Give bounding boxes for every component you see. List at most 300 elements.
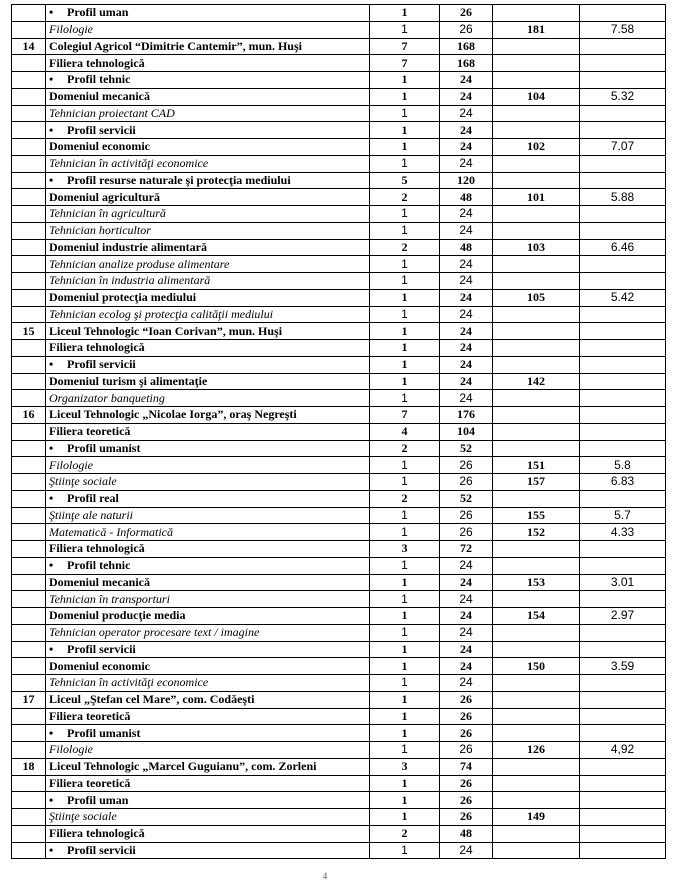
table-row — [12, 139, 666, 156]
students-count-cell: 24 — [440, 574, 493, 591]
admission-average-cell — [580, 172, 666, 189]
students-count-cell: 26 — [440, 524, 493, 541]
students-count-cell: 24 — [440, 306, 493, 323]
row-number-cell: 14 — [12, 38, 46, 55]
name-cell: Tehnician în industria alimentară — [46, 273, 370, 290]
row-number-cell — [12, 122, 46, 139]
students-count-cell: 26 — [440, 5, 493, 22]
school-row — [12, 407, 666, 424]
name-cell: Filologie — [46, 457, 370, 474]
row-number-cell: 18 — [12, 758, 46, 775]
admission-average-cell — [580, 423, 666, 440]
table-body — [12, 5, 666, 859]
name-cell: • Profil servicii — [46, 122, 370, 139]
table-row — [12, 239, 666, 256]
name-cell: Tehnician în activităţi economice — [46, 675, 370, 692]
name-cell: Domeniul mecanică — [46, 574, 370, 591]
classes-count-cell: 1 — [370, 139, 440, 156]
classes-count-cell: 1 — [370, 273, 440, 290]
code-cell — [493, 105, 580, 122]
row-number-cell: 15 — [12, 323, 46, 340]
name-cell: Tehnician proiectant CAD — [46, 105, 370, 122]
students-count-cell: 168 — [440, 55, 493, 72]
classes-count-cell: 1 — [370, 105, 440, 122]
students-count-cell: 26 — [440, 775, 493, 792]
classes-count-cell: 7 — [370, 38, 440, 55]
code-cell: 126 — [493, 742, 580, 759]
students-count-cell: 24 — [440, 624, 493, 641]
name-cell: Filologie — [46, 742, 370, 759]
classes-count-cell: 1 — [370, 323, 440, 340]
table-row — [12, 474, 666, 491]
admission-average-cell: 5.88 — [580, 189, 666, 206]
code-cell — [493, 708, 580, 725]
code-cell: 105 — [493, 289, 580, 306]
admission-average-cell — [580, 440, 666, 457]
classes-count-cell: 1 — [370, 122, 440, 139]
admission-average-cell — [580, 55, 666, 72]
row-number-cell: 17 — [12, 691, 46, 708]
row-number-cell — [12, 809, 46, 826]
row-number-cell — [12, 88, 46, 105]
name-cell: Domeniul economic — [46, 139, 370, 156]
classes-count-cell: 1 — [370, 306, 440, 323]
name-cell: Filiera tehnologică — [46, 825, 370, 842]
table-row — [12, 5, 666, 22]
table-row — [12, 524, 666, 541]
admission-average-cell — [580, 407, 666, 424]
admission-average-cell — [580, 825, 666, 842]
table-row — [12, 809, 666, 826]
code-cell — [493, 340, 580, 357]
row-number-cell — [12, 557, 46, 574]
name-cell: Domeniul turism şi alimentaţie — [46, 373, 370, 390]
classes-count-cell: 4 — [370, 423, 440, 440]
code-cell — [493, 256, 580, 273]
students-count-cell: 24 — [440, 390, 493, 407]
students-count-cell: 24 — [440, 222, 493, 239]
code-cell: 142 — [493, 373, 580, 390]
admission-average-cell — [580, 5, 666, 22]
classes-count-cell: 1 — [370, 5, 440, 22]
code-cell — [493, 490, 580, 507]
name-cell: Domeniul mecanică — [46, 88, 370, 105]
classes-count-cell: 1 — [370, 373, 440, 390]
students-count-cell: 168 — [440, 38, 493, 55]
name-cell: • Profil umanist — [46, 725, 370, 742]
table-row — [12, 88, 666, 105]
admission-average-cell: 2.97 — [580, 608, 666, 625]
row-number-cell — [12, 172, 46, 189]
table-row — [12, 675, 666, 692]
students-count-cell: 24 — [440, 139, 493, 156]
name-cell: Filologie — [46, 21, 370, 38]
classes-count-cell: 1 — [370, 591, 440, 608]
row-number-cell — [12, 21, 46, 38]
table-row — [12, 624, 666, 641]
students-count-cell: 26 — [440, 691, 493, 708]
admission-average-cell — [580, 842, 666, 859]
students-count-cell: 24 — [440, 289, 493, 306]
row-number-cell — [12, 574, 46, 591]
table-row — [12, 775, 666, 792]
table-row — [12, 507, 666, 524]
admission-average-cell — [580, 624, 666, 641]
name-cell: • Profil servicii — [46, 641, 370, 658]
name-cell: Tehnician în activităţi economice — [46, 155, 370, 172]
students-count-cell: 48 — [440, 239, 493, 256]
code-cell — [493, 5, 580, 22]
name-cell: Matematică - Informatică — [46, 524, 370, 541]
classes-count-cell: 1 — [370, 289, 440, 306]
admission-average-cell — [580, 122, 666, 139]
classes-count-cell: 1 — [370, 775, 440, 792]
classes-count-cell: 7 — [370, 407, 440, 424]
code-cell — [493, 675, 580, 692]
code-cell: 153 — [493, 574, 580, 591]
classes-count-cell: 1 — [370, 390, 440, 407]
code-cell: 104 — [493, 88, 580, 105]
students-count-cell: 24 — [440, 608, 493, 625]
classes-count-cell: 1 — [370, 708, 440, 725]
classes-count-cell: 1 — [370, 222, 440, 239]
name-cell: Ştiinţe sociale — [46, 809, 370, 826]
name-cell: Tehnician analize produse alimentare — [46, 256, 370, 273]
table-row — [12, 21, 666, 38]
code-cell — [493, 725, 580, 742]
code-cell — [493, 825, 580, 842]
table-row — [12, 725, 666, 742]
table-row — [12, 373, 666, 390]
table-row — [12, 541, 666, 558]
row-number-cell — [12, 792, 46, 809]
admission-average-cell — [580, 356, 666, 373]
code-cell: 152 — [493, 524, 580, 541]
students-count-cell: 24 — [440, 256, 493, 273]
classes-count-cell: 2 — [370, 239, 440, 256]
code-cell — [493, 356, 580, 373]
row-number-cell — [12, 105, 46, 122]
students-count-cell: 24 — [440, 105, 493, 122]
name-cell: • Profil servicii — [46, 356, 370, 373]
classes-count-cell: 2 — [370, 440, 440, 457]
row-number-cell — [12, 239, 46, 256]
code-cell — [493, 423, 580, 440]
name-cell: Filiera tehnologică — [46, 340, 370, 357]
name-cell: Tehnician în agricultură — [46, 206, 370, 223]
name-cell: Liceul Tehnologic “Ioan Corivan”, mun. Huşi — [46, 323, 370, 340]
name-cell: Filiera tehnologică — [46, 541, 370, 558]
classes-count-cell: 3 — [370, 758, 440, 775]
admission-average-cell — [580, 758, 666, 775]
name-cell: Liceul „Ştefan cel Mare”, com. Codăeşti — [46, 691, 370, 708]
code-cell: 151 — [493, 457, 580, 474]
code-cell — [493, 38, 580, 55]
row-number-cell — [12, 725, 46, 742]
name-cell: • Profil tehnic — [46, 557, 370, 574]
row-number-cell — [12, 356, 46, 373]
classes-count-cell: 1 — [370, 206, 440, 223]
name-cell: • Profil real — [46, 490, 370, 507]
admission-average-cell: 3.01 — [580, 574, 666, 591]
admission-average-cell: 7.07 — [580, 139, 666, 156]
school-row — [12, 691, 666, 708]
admission-average-cell — [580, 809, 666, 826]
classes-count-cell: 1 — [370, 457, 440, 474]
students-count-cell: 26 — [440, 708, 493, 725]
classes-count-cell: 7 — [370, 55, 440, 72]
row-number-cell — [12, 775, 46, 792]
admission-average-cell: 3.59 — [580, 658, 666, 675]
code-cell — [493, 323, 580, 340]
name-cell: • Profil umanist — [46, 440, 370, 457]
row-number-cell — [12, 541, 46, 558]
table-row — [12, 390, 666, 407]
name-cell: Tehnician în transporturi — [46, 591, 370, 608]
admission-average-cell — [580, 490, 666, 507]
students-count-cell: 52 — [440, 440, 493, 457]
name-cell: Colegiul Agricol “Dimitrie Cantemir”, mun. Huşi — [46, 38, 370, 55]
row-number-cell — [12, 457, 46, 474]
students-count-cell: 24 — [440, 373, 493, 390]
name-cell: Tehnician horticultor — [46, 222, 370, 239]
name-cell: Domeniul economic — [46, 658, 370, 675]
code-cell: 101 — [493, 189, 580, 206]
admission-average-cell — [580, 641, 666, 658]
classes-count-cell: 5 — [370, 172, 440, 189]
students-count-cell: 24 — [440, 122, 493, 139]
row-number-cell — [12, 842, 46, 859]
table-row — [12, 457, 666, 474]
row-number-cell — [12, 675, 46, 692]
table-row — [12, 206, 666, 223]
page-number: 4 — [322, 871, 328, 881]
row-number-cell — [12, 139, 46, 156]
code-cell — [493, 758, 580, 775]
table-row — [12, 55, 666, 72]
code-cell — [493, 122, 580, 139]
code-cell — [493, 55, 580, 72]
admission-average-cell — [580, 792, 666, 809]
students-count-cell: 52 — [440, 490, 493, 507]
admission-average-cell: 4.33 — [580, 524, 666, 541]
table-row — [12, 440, 666, 457]
classes-count-cell: 1 — [370, 72, 440, 89]
admission-average-cell — [580, 541, 666, 558]
admission-average-cell — [580, 675, 666, 692]
table-row — [12, 105, 666, 122]
row-number-cell — [12, 524, 46, 541]
code-cell: 149 — [493, 809, 580, 826]
students-count-cell: 48 — [440, 189, 493, 206]
row-number-cell — [12, 256, 46, 273]
students-count-cell: 26 — [440, 507, 493, 524]
row-number-cell — [12, 206, 46, 223]
name-cell: Domeniul agricultură — [46, 189, 370, 206]
classes-count-cell: 2 — [370, 189, 440, 206]
classes-count-cell: 1 — [370, 675, 440, 692]
students-count-cell: 24 — [440, 641, 493, 658]
row-number-cell: 16 — [12, 407, 46, 424]
admission-average-cell — [580, 105, 666, 122]
students-count-cell: 26 — [440, 792, 493, 809]
name-cell: Organizator banqueting — [46, 390, 370, 407]
code-cell — [493, 222, 580, 239]
row-number-cell — [12, 708, 46, 725]
row-number-cell — [12, 591, 46, 608]
code-cell — [493, 273, 580, 290]
students-count-cell: 24 — [440, 340, 493, 357]
classes-count-cell: 1 — [370, 742, 440, 759]
students-count-cell: 24 — [440, 273, 493, 290]
table-row — [12, 658, 666, 675]
table-row — [12, 256, 666, 273]
admission-average-cell: 5.8 — [580, 457, 666, 474]
students-count-cell: 24 — [440, 842, 493, 859]
table-row — [12, 708, 666, 725]
name-cell: Tehnician ecolog şi protecţia calităţii mediului — [46, 306, 370, 323]
code-cell: 102 — [493, 139, 580, 156]
code-cell — [493, 591, 580, 608]
classes-count-cell: 1 — [370, 691, 440, 708]
code-cell — [493, 440, 580, 457]
admission-average-cell — [580, 373, 666, 390]
table-row — [12, 792, 666, 809]
school-row — [12, 323, 666, 340]
students-count-cell: 24 — [440, 206, 493, 223]
admission-average-cell — [580, 72, 666, 89]
table-row — [12, 155, 666, 172]
row-number-cell — [12, 608, 46, 625]
students-count-cell: 104 — [440, 423, 493, 440]
classes-count-cell: 2 — [370, 490, 440, 507]
row-number-cell — [12, 306, 46, 323]
row-number-cell — [12, 825, 46, 842]
admission-average-cell — [580, 155, 666, 172]
classes-count-cell: 1 — [370, 88, 440, 105]
table-row — [12, 122, 666, 139]
code-cell — [493, 72, 580, 89]
students-count-cell: 24 — [440, 356, 493, 373]
admission-average-cell — [580, 725, 666, 742]
code-cell: 181 — [493, 21, 580, 38]
table-row — [12, 289, 666, 306]
table-row — [12, 825, 666, 842]
admission-average-cell: 4,92 — [580, 742, 666, 759]
row-number-cell — [12, 490, 46, 507]
table-row — [12, 490, 666, 507]
classes-count-cell: 1 — [370, 792, 440, 809]
row-number-cell — [12, 340, 46, 357]
row-number-cell — [12, 390, 46, 407]
row-number-cell — [12, 155, 46, 172]
table-row — [12, 306, 666, 323]
row-number-cell — [12, 624, 46, 641]
table-row — [12, 423, 666, 440]
admission-average-cell — [580, 222, 666, 239]
code-cell — [493, 541, 580, 558]
row-number-cell — [12, 507, 46, 524]
name-cell: Liceul Tehnologic „Nicolae Iorga”, oraş Negreşti — [46, 407, 370, 424]
table-row — [12, 189, 666, 206]
name-cell: Ştiinţe sociale — [46, 474, 370, 491]
classes-count-cell: 2 — [370, 825, 440, 842]
classes-count-cell: 1 — [370, 658, 440, 675]
name-cell: • Profil tehnic — [46, 72, 370, 89]
classes-count-cell: 1 — [370, 574, 440, 591]
admission-average-cell — [580, 340, 666, 357]
admission-average-cell — [580, 206, 666, 223]
admission-average-cell: 5.7 — [580, 507, 666, 524]
table-row — [12, 172, 666, 189]
name-cell: Filiera tehnologică — [46, 55, 370, 72]
code-cell: 103 — [493, 239, 580, 256]
code-cell — [493, 641, 580, 658]
students-count-cell: 24 — [440, 557, 493, 574]
code-cell — [493, 172, 580, 189]
admission-average-cell — [580, 775, 666, 792]
students-count-cell: 24 — [440, 155, 493, 172]
admission-average-cell — [580, 557, 666, 574]
code-cell: 150 — [493, 658, 580, 675]
admission-average-cell — [580, 256, 666, 273]
classes-count-cell: 1 — [370, 809, 440, 826]
name-cell: • Profil uman — [46, 5, 370, 22]
classes-count-cell: 3 — [370, 541, 440, 558]
code-cell — [493, 390, 580, 407]
code-cell: 154 — [493, 608, 580, 625]
row-number-cell — [12, 641, 46, 658]
table-row — [12, 608, 666, 625]
classes-count-cell: 1 — [370, 507, 440, 524]
admission-average-cell: 6.83 — [580, 474, 666, 491]
students-count-cell: 26 — [440, 457, 493, 474]
classes-count-cell: 1 — [370, 474, 440, 491]
table-row — [12, 641, 666, 658]
table-row — [12, 222, 666, 239]
admission-average-cell — [580, 691, 666, 708]
students-count-cell: 74 — [440, 758, 493, 775]
code-cell: 155 — [493, 507, 580, 524]
name-cell: • Profil servicii — [46, 842, 370, 859]
school-row — [12, 38, 666, 55]
classes-count-cell: 1 — [370, 624, 440, 641]
table-row — [12, 356, 666, 373]
table-row — [12, 72, 666, 89]
row-number-cell — [12, 474, 46, 491]
school-row — [12, 758, 666, 775]
table-row — [12, 742, 666, 759]
code-cell — [493, 691, 580, 708]
table-row — [12, 273, 666, 290]
name-cell: Filiera teoretică — [46, 708, 370, 725]
students-count-cell: 120 — [440, 172, 493, 189]
code-cell — [493, 155, 580, 172]
name-cell: • Profil uman — [46, 792, 370, 809]
code-cell — [493, 792, 580, 809]
table-row — [12, 340, 666, 357]
code-cell — [493, 842, 580, 859]
admission-average-cell — [580, 273, 666, 290]
code-cell: 157 — [493, 474, 580, 491]
row-number-cell — [12, 5, 46, 22]
students-count-cell: 26 — [440, 725, 493, 742]
classes-count-cell: 1 — [370, 356, 440, 373]
name-cell: Domeniul protecţia mediului — [46, 289, 370, 306]
classes-count-cell: 1 — [370, 641, 440, 658]
row-number-cell — [12, 440, 46, 457]
code-cell — [493, 775, 580, 792]
